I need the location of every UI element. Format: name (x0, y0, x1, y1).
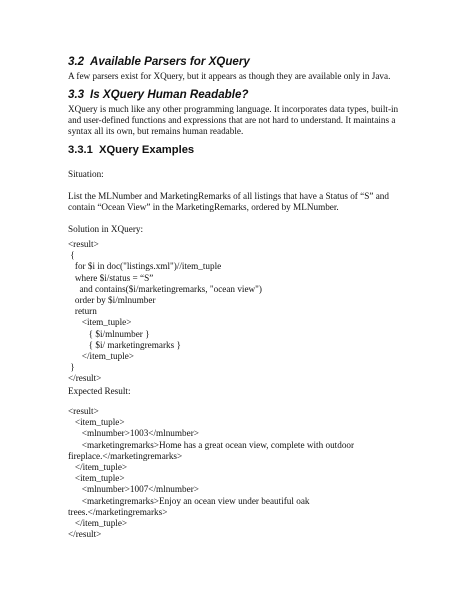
section-number: 3.3.1 (68, 144, 93, 156)
paragraph-line: syntax all its own, but remains human readable. (68, 126, 244, 136)
code-line: <result> (68, 239, 99, 249)
code-line: where $i/status = “S” (68, 272, 154, 283)
code-line: </item_tuple> (68, 461, 128, 472)
paragraph-parsers: A few parsers exist for XQuery, but it appears as though they are available only in Java. (68, 71, 391, 81)
section-heading-3-2 (68, 55, 250, 68)
situation-line: contain “Ocean View” in the MarketingRemarks, ordered by MLNumber. (68, 202, 339, 212)
code-line: order by $i/mlnumber (68, 294, 156, 305)
code-line: return (68, 306, 97, 317)
code-line: trees.</marketingremarks> (68, 506, 168, 517)
code-line: <marketingremarks>Enjoy an ocean view under beautiful oak (68, 495, 310, 506)
code-line: <item_tuple> (68, 417, 125, 428)
code-line: </item_tuple> (68, 350, 134, 361)
code-line: } (68, 362, 75, 373)
code-line: </result> (68, 529, 102, 540)
solution-code-block (68, 239, 262, 384)
code-line: and contains($i/marketingremarks, "ocean view") (68, 283, 262, 294)
section-title: Available Parsers for XQuery (90, 55, 250, 68)
section-title: Is XQuery Human Readable? (90, 88, 249, 101)
section-heading-3-3 (68, 88, 249, 101)
solution-label: Solution in XQuery: (68, 224, 144, 234)
code-line: <item_tuple> (68, 473, 125, 484)
paragraph-line: and user-defined functions and expressions that are not hard to understand. It maintains a (68, 115, 396, 125)
expected-code-block (68, 406, 354, 540)
code-line: <item_tuple> (68, 317, 132, 328)
situation-label: Situation: (68, 169, 104, 179)
section-title: XQuery Examples (99, 144, 195, 156)
code-line: <result> (68, 406, 99, 416)
code-line: for $i in doc("listings.xml")//item_tuple (68, 261, 222, 272)
code-line: <marketingremarks>Home has a great ocean view, complete with outdoor (68, 439, 355, 450)
code-line: <mlnumber>1007</mlnumber> (68, 484, 199, 495)
code-line: { (68, 250, 75, 261)
section-number: 3.2 (68, 55, 85, 68)
code-line: { $i/mlnumber } (68, 328, 150, 339)
situation-line: List the MLNumber and MarketingRemarks of all listings that have a Status of “S” and (68, 191, 389, 201)
expected-label: Expected Result: (68, 386, 131, 396)
section-number: 3.3 (68, 88, 85, 101)
code-line: fireplace.</marketingremarks> (68, 450, 183, 461)
code-line: </item_tuple> (68, 517, 128, 528)
paragraph-line: XQuery is much like any other programming language. It incorporates data types, built-in (68, 104, 399, 114)
code-line: <mlnumber>1003</mlnumber> (68, 428, 199, 439)
code-line: </result> (68, 373, 102, 384)
code-line: { $i/ marketingremarks } (68, 339, 181, 350)
section-heading-3-3-1 (68, 144, 194, 156)
